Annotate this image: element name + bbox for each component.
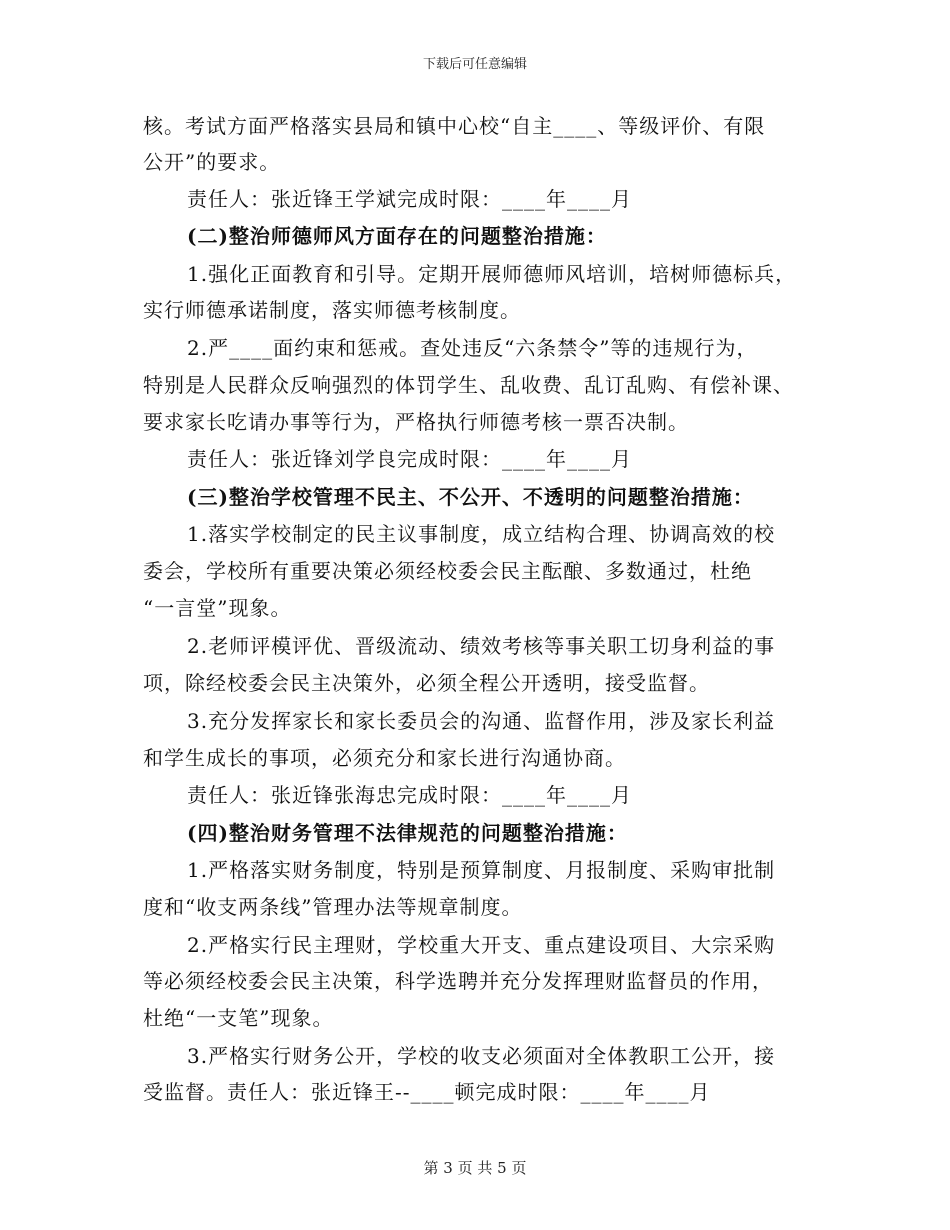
text-line: 要求家长吃请办事等行为，严格执行师德考核一票否决制。 [143,410,689,434]
text-line: 和学生成长的事项，必须充分和家长进行沟通协商。 [143,746,626,770]
text-line: 等必须经校委会民主决策，科学选聘并充分发挥理财监督员的作用， [143,969,773,993]
text-line: 核。考试方面严格落实县局和镇中心校“自主____、等级评价、有限 [143,114,766,138]
text-line: 公开”的要求。 [143,150,281,174]
text-line: 责任人：张近锋刘学良完成时限：____年____月 [187,447,632,471]
text-line: 受监督。责任人：张近锋王--____顿完成时限：____年____月 [143,1080,711,1104]
page-header: 下载后可任意编辑 [422,57,527,72]
text-line: 2.老师评模评优、晋级流动、绩效考核等事关职工切身利益的事 [187,634,776,658]
text-line: 特别是人民群众反响强烈的体罚学生、乱收费、乱订乱购、有偿补课、 [143,373,794,397]
text-line: 委会，学校所有重要决策必须经校委会民主酝酿、多数通过，杜绝 [143,559,752,583]
text-line: 度和“收支两条线”管理办法等规章制度。 [143,895,523,919]
page-footer: 第 3 页 共 5 页 [423,1159,527,1177]
text-line: 1.强化正面教育和引导。定期开展师德师风培训，培树师德标兵， [187,262,797,286]
section-heading: (四)整治财务管理不法律规范的问题整治措施： [187,821,628,845]
text-line: 项，除经校委会民主决策外，必须全程公开透明，接受监督。 [143,671,710,695]
text-line: 实行师德承诺制度，落实师德考核制度。 [143,298,521,322]
text-line: 杜绝“一支笔”现象。 [143,1006,334,1030]
text-line: 3.充分发挥家长和家长委员会的沟通、监督作用，涉及家长利益 [187,709,776,733]
text-line: 2.严格实行民主理财，学校重大开支、重点建设项目、大宗采购 [187,933,776,957]
text-line: 责任人：张近锋张海忠完成时限：____年____月 [187,783,632,807]
text-line: 责任人：张近锋王学斌完成时限：____年____月 [187,187,632,211]
text-line: 1.落实学校制定的民主议事制度，成立结构合理、协调高效的校 [187,522,776,546]
text-line: 2.严____面约束和惩戒。查处违反“六条禁令”等的违规行为， [187,336,758,360]
section-heading: (三)整治学校管理不民主、不公开、不透明的问题整治措施： [187,485,754,509]
text-line: 3.严格实行财务公开，学校的收支必须面对全体教职工公开，接 [187,1044,776,1068]
section-heading: (二)整治师德师风方面存在的问题整治措施： [187,224,607,248]
text-line: “一言堂”现象。 [143,596,292,620]
text-line: 1.严格落实财务制度，特别是预算制度、月报制度、采购审批制 [187,858,776,882]
